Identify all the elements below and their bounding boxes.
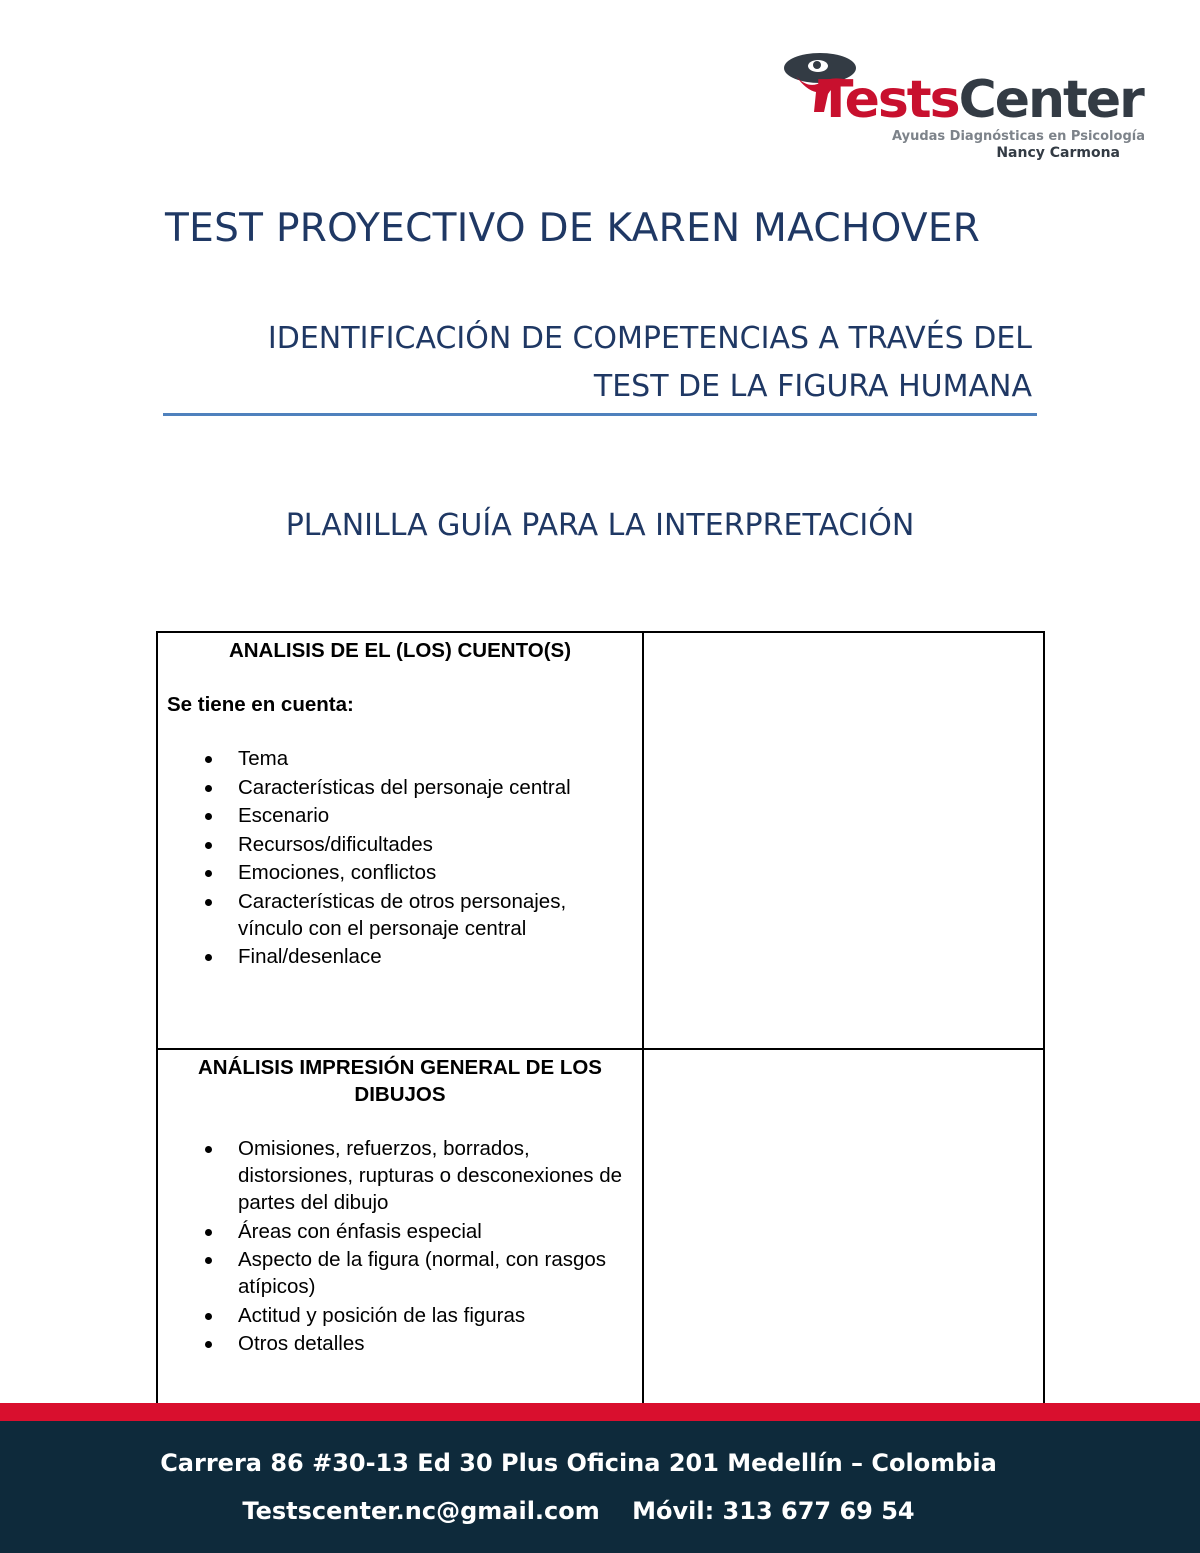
interpretation-table — [156, 631, 1045, 1407]
logo-author: Nancy Carmona — [996, 145, 1120, 161]
list-item: Características del personaje central — [238, 774, 633, 801]
list-item: Recursos/dificultades — [238, 831, 633, 858]
list-item: Otros detalles — [238, 1330, 633, 1357]
list-item: Aspecto de la figura (normal, con rasgos atípicos) — [238, 1246, 633, 1300]
criteria-list — [167, 745, 633, 970]
criteria-cell — [157, 632, 643, 1049]
testscenter-logo — [770, 48, 1145, 168]
row-title: ANÁLISIS IMPRESIÓN GENERAL DE LOS DIBUJOS — [198, 1056, 602, 1106]
logo-word-tests: Tests — [818, 70, 959, 130]
list-item: Escenario — [238, 802, 633, 829]
footer-email: Testscenter.nc@gmail.com — [242, 1497, 600, 1525]
row-note: Se tiene en cuenta: — [167, 693, 354, 716]
criteria-cell — [157, 1049, 643, 1406]
logo-tagline: Ayudas Diagnósticas en Psicología — [892, 129, 1145, 144]
title-divider — [163, 413, 1037, 416]
list-item: Áreas con énfasis especial — [238, 1218, 633, 1245]
list-item: Características de otros personajes, vínculo con el personaje central — [238, 888, 633, 942]
document-subtitle — [150, 315, 1032, 411]
footer-stripe — [0, 1403, 1200, 1421]
response-cell[interactable] — [643, 1049, 1044, 1406]
criteria-list — [167, 1135, 633, 1357]
subtitle-line-2: TEST DE LA FIGURA HUMANA — [593, 369, 1032, 404]
subtitle-line-1: IDENTIFICACIÓN DE COMPETENCIAS A TRAVÉS DEL — [267, 321, 1032, 356]
list-item: Actitud y posición de las figuras — [238, 1302, 633, 1329]
list-item: Tema — [238, 745, 633, 772]
row-title: ANALISIS DE EL (LOS) CUENTO(S) — [228, 639, 572, 662]
logo-wordmark — [818, 70, 1143, 130]
footer-contact — [0, 1497, 1157, 1525]
footer-address: Carrera 86 #30-13 Ed 30 Plus Oficina 201 Medellín – Colombia — [160, 1449, 997, 1477]
table-row — [157, 632, 1044, 1049]
logo-word-center: Center — [958, 70, 1143, 130]
list-item: Final/desenlace — [238, 943, 633, 970]
document-title: TEST PROYECTIVO DE KAREN MACHOVER — [165, 206, 981, 251]
section-heading: PLANILLA GUÍA PARA LA INTERPRETACIÓN — [285, 508, 915, 543]
list-item: Omisiones, refuerzos, borrados, distorsiones, rupturas o desconexiones de partes del dibujo — [238, 1135, 633, 1216]
table-row — [157, 1049, 1044, 1406]
response-cell[interactable] — [643, 632, 1044, 1049]
page-footer — [0, 1421, 1200, 1553]
footer-phone: Móvil: 313 677 69 54 — [632, 1497, 915, 1525]
list-item: Emociones, conflictos — [238, 859, 633, 886]
